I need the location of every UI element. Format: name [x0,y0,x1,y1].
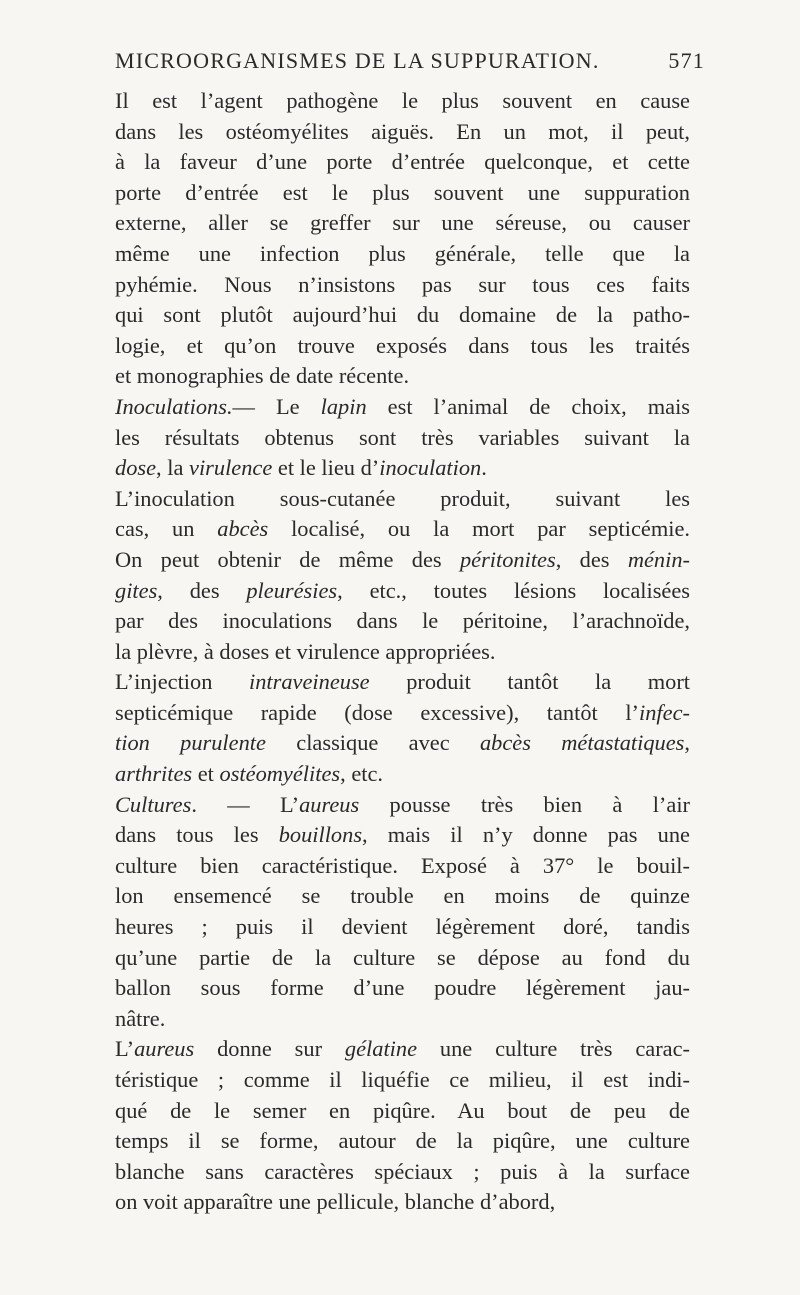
text-run: qui sont plutôt aujourd’hui du domaine de la patho- [115,302,690,328]
italic-term: pleurésies [246,577,338,603]
text-run: septicémique rapide (dose excessive), tantôt l’ [115,699,640,725]
italic-term: abcès métastatiques [479,730,685,756]
text-run: à la faveur d’une porte d’entrée quelconque, et cette [115,149,690,175]
text-line [115,361,690,392]
text-run: Il est l’agent pathogène le plus souvent en cause [115,88,690,113]
text-line [115,300,690,331]
text-line [115,514,690,545]
text-run: — Le [232,393,321,419]
text-line [115,637,690,668]
text-line [115,239,690,270]
text-run: On peut obtenir de même des [115,546,460,572]
italic-term: gites [115,577,158,603]
text-line [115,1187,690,1218]
text-line [115,851,690,882]
running-header [115,48,705,74]
text-line [115,973,690,1004]
text-run: lon ensemencé se trouble en moins de quinze [115,883,690,909]
text-run: , mais il n’y donne pas une [362,822,690,848]
text-run: même une infection plus générale, telle que la [115,240,690,266]
italic-term: ménin- [627,546,690,572]
text-line [115,484,690,515]
text-run: , des [157,577,247,603]
text-run: logie, et qu’on trouve exposés dans tous les traités [115,332,690,358]
text-line [115,1004,690,1035]
text-line [115,270,690,301]
text-run: classique avec [265,730,480,756]
text-run: blanche sans caractères spéciaux ; puis à la surface [115,1158,690,1184]
text-run: localisé, ou la mort par septicémie. [268,516,690,542]
text-line [115,1157,690,1188]
text-run: ballon sous forme d’une poudre légèrement jau- [115,975,690,1001]
text-run: , des [555,546,628,572]
text-run: pousse très bien à l’air [359,791,690,817]
italic-term: aureus [134,1036,195,1062]
text-run: dans les ostéomyélites aiguës. En un mot, il peut, [115,118,690,144]
italic-term: virulence [189,455,273,481]
italic-term: Cultures [115,791,192,817]
text-run: L’injection [115,669,249,695]
text-run: on voit apparaître une pellicule, blanche d’abord, [115,1189,556,1215]
italic-term: intraveineuse [249,669,370,695]
italic-term: dose [115,455,157,481]
text-line [115,606,690,637]
text-run: temps il se forme, autour de la piqûre, une culture [115,1128,690,1154]
text-line [115,881,690,912]
text-run: . — L’ [191,791,300,817]
text-run: , la [156,455,189,481]
text-run: culture bien caractéristique. Exposé à 37° le bouil- [115,852,690,878]
text-line [115,208,690,239]
italic-term: infec- [639,699,690,725]
italic-term: Inoculations. [115,393,233,419]
text-run: porte d’entrée est le plus souvent une suppuration [115,179,690,205]
text-line [115,147,690,178]
text-run: les résultats obtenus sont très variables suivant la [115,424,690,450]
text-run: . [481,455,487,481]
text-run: qu’une partie de la culture se dépose au fond du [115,944,690,970]
italic-term: inoculation [379,455,482,481]
text-run: dans tous les [115,822,279,848]
text-line [115,545,690,576]
text-line [115,1065,690,1096]
italic-term: péritonites [459,546,556,572]
text-run: produit tantôt la mort [369,669,690,695]
italic-term: arthrites [115,761,193,787]
text-line [115,790,690,821]
text-line [115,667,690,698]
text-line [115,178,690,209]
italic-term: aureus [299,791,360,817]
text-line [115,820,690,851]
text-line [115,576,690,607]
text-line [115,453,690,484]
text-line [115,331,690,362]
text-run: , [684,730,690,756]
text-run: heures ; puis il devient légèrement doré, tandis [115,914,690,940]
text-run: la plèvre, à doses et virulence appropriées. [115,638,496,664]
body-text [115,86,690,1218]
text-line [115,912,690,943]
text-run: et monographies de date récente. [115,363,410,389]
text-run: externe, aller se greffer sur une séreuse, ou causer [115,210,690,236]
italic-term: bouillons [278,822,363,848]
text-run: , etc. [340,761,384,787]
text-line [115,392,690,423]
text-line [115,1096,690,1127]
text-line [115,1126,690,1157]
running-title: MICROORGANISMES DE LA SUPPURATION. [115,48,600,73]
text-run: cas, un [115,516,218,542]
text-run: pyhémie. Nous n’insistons pas sur tous ces faits [115,271,690,297]
text-run: est l’animal de choix, mais [366,393,691,419]
text-run: L’inoculation sous-cutanée produit, suivant les [115,485,690,511]
italic-term: tion purulente [115,730,266,756]
text-run: et [192,761,220,787]
text-line [115,423,690,454]
text-run: , etc., toutes lésions localisées [337,577,690,603]
text-run: nâtre. [115,1005,166,1031]
text-line [115,698,690,729]
text-run: et le lieu d’ [272,455,380,481]
text-line [115,728,690,759]
text-line [115,759,690,790]
text-run: qué de le semer en piqûre. Au bout de peu de [115,1097,690,1123]
text-line [115,117,690,148]
italic-term: abcès [217,516,269,542]
text-line [115,86,690,117]
text-line [115,943,690,974]
page-number: 571 [668,48,705,73]
text-line [115,1034,690,1065]
text-run: par des inoculations dans le péritoine, l’arachnoïde, [115,608,690,634]
italic-term: gélatine [344,1036,418,1062]
italic-term: lapin [320,393,367,419]
text-run: téristique ; comme il liquéfie ce milieu, il est indi- [115,1067,690,1092]
text-run: L’ [115,1036,135,1062]
text-run: donne sur [194,1036,345,1062]
text-run: une culture très carac- [417,1036,690,1062]
italic-term: ostéomyélites [219,761,341,787]
